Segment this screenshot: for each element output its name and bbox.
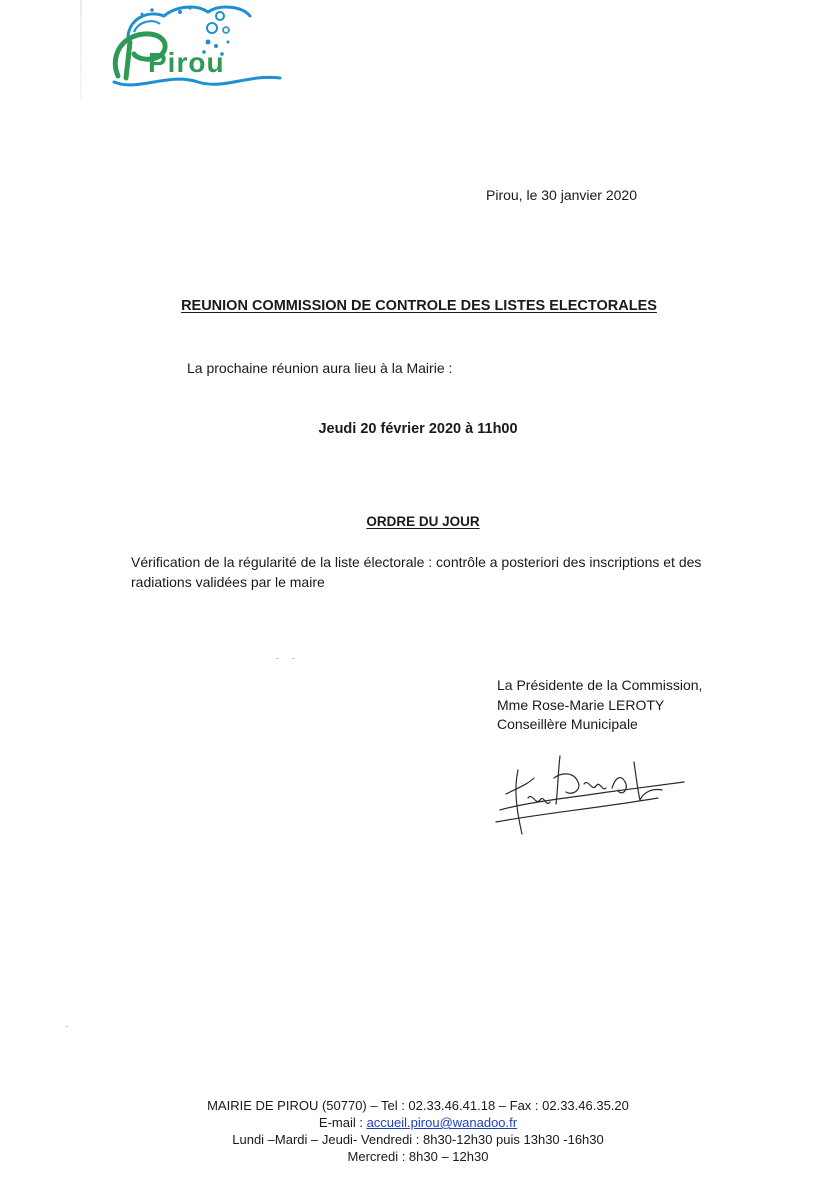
document-title — [0, 298, 836, 314]
signatory-title: Conseillère Municipale — [497, 716, 638, 732]
footer-email-link[interactable]: accueil.pirou@wanadoo.fr — [366, 1115, 518, 1130]
scan-speck — [292, 658, 295, 659]
footer-contact: MAIRIE DE PIROU (50770) – Tel : 02.33.46.41.18 – Fax : 02.33.46.35.20 — [207, 1098, 629, 1113]
footer-email-label: E-mail : — [318, 1115, 367, 1130]
agenda-body — [131, 552, 741, 592]
intro-text: La prochaine réunion aura lieu à la Mairie : — [187, 360, 453, 376]
place-date: Pirou, le 30 janvier 2020 — [486, 187, 637, 203]
meeting-date: Jeudi 20 février 2020 à 11h00 — [318, 421, 518, 437]
agenda-line-2: radiations validées par le maire — [131, 574, 325, 590]
scan-speck — [66, 1026, 68, 1027]
scan-edge — [80, 0, 82, 100]
footer-hours: Lundi –Mardi – Jeudi- Vendredi : 8h30-12h30 puis 13h30 -16h30 — [232, 1132, 604, 1147]
footer — [0, 1097, 836, 1165]
footer-email-line — [0, 1114, 836, 1131]
agenda-heading-text: ORDRE DU JOUR — [366, 514, 480, 529]
pirou-logo — [108, 2, 288, 94]
signatory-name: Mme Rose-Marie LEROTY — [497, 696, 665, 713]
signatory-block — [497, 676, 702, 735]
agenda-heading — [0, 514, 836, 529]
agenda-line-1: Vérification de la régularité de la liste électorale : contrôle a posteriori des inscriptions et des — [131, 554, 702, 570]
handwritten-signature — [488, 748, 688, 840]
footer-hours-wednesday: Mercredi : 8h30 – 12h30 — [347, 1149, 489, 1164]
signatory-role: La Présidente de la Commission, — [497, 677, 703, 693]
logo-text: Pirou — [148, 47, 225, 78]
scan-speck — [276, 658, 279, 659]
document-title-text: REUNION COMMISSION DE CONTROLE DES LISTES ELECTORALES — [181, 298, 657, 314]
